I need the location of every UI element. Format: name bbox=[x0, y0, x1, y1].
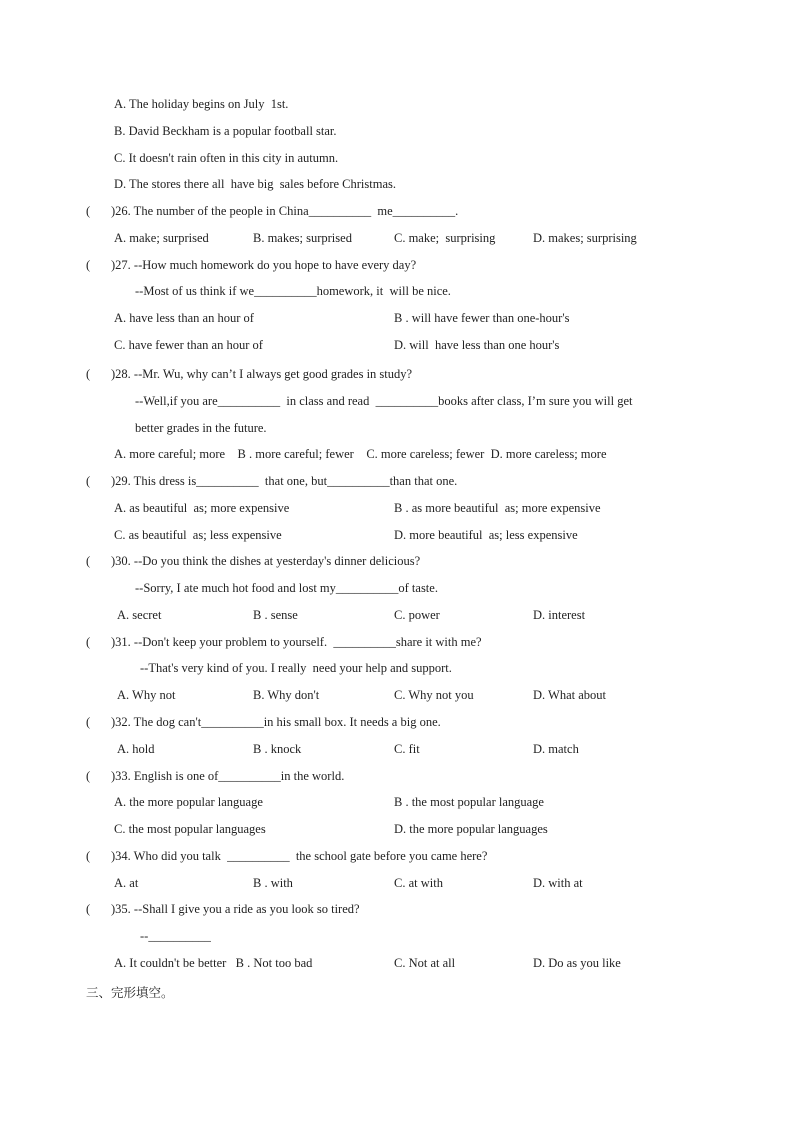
q32-option-a: A. hold bbox=[117, 742, 155, 756]
q31-option-d: D. What about bbox=[533, 688, 607, 702]
q27-option-d: D. will have less than one hour's bbox=[394, 338, 560, 352]
q29-stem: )29. This dress is__________ that one, but__________than that one. bbox=[111, 474, 458, 488]
q28-reply-line2: better grades in the future. bbox=[135, 421, 267, 435]
q33-option-b: B . the most popular language bbox=[394, 795, 544, 809]
q35-reply: --__________ bbox=[140, 929, 211, 943]
q30-option-a: A. secret bbox=[117, 608, 162, 622]
q29-option-d: D. more beautiful as; less expensive bbox=[394, 528, 578, 542]
q31-option-c: C. Why not you bbox=[394, 688, 474, 702]
q35-options-ab: A. It couldn't be better B . Not too bad bbox=[114, 956, 313, 970]
q28-answer-paren[interactable]: ( bbox=[86, 367, 91, 381]
q27-option-b: B . will have fewer than one-hour's bbox=[394, 311, 570, 325]
q35-option-c: C. Not at all bbox=[394, 956, 456, 970]
q27-answer-paren[interactable]: ( bbox=[86, 258, 91, 272]
q34-option-b: B . with bbox=[253, 876, 293, 890]
q32-option-b: B . knock bbox=[253, 742, 302, 756]
q26-stem: )26. The number of the people in China__________ me__________. bbox=[111, 204, 459, 218]
q30-option-c: C. power bbox=[394, 608, 440, 622]
q32-stem: )32. The dog can't__________in his small box. It needs a big one. bbox=[111, 715, 441, 729]
q31-stem: )31. --Don't keep your problem to yourself. __________share it with me? bbox=[111, 635, 482, 649]
q31-option-b: B. Why don't bbox=[253, 688, 320, 702]
q29-option-b: B . as more beautiful as; more expensive bbox=[394, 501, 601, 515]
q25-option-c: C. It doesn't rain often in this city in autumn. bbox=[114, 151, 339, 165]
q29-answer-paren[interactable]: ( bbox=[86, 474, 91, 488]
q34-answer-paren[interactable]: ( bbox=[86, 849, 91, 863]
q30-answer-paren[interactable]: ( bbox=[86, 554, 91, 568]
q34-stem: )34. Who did you talk __________ the school gate before you came here? bbox=[111, 849, 488, 863]
q26-option-c: C. make; surprising bbox=[394, 231, 496, 245]
q31-answer-paren[interactable]: ( bbox=[86, 635, 91, 649]
q33-answer-paren[interactable]: ( bbox=[86, 769, 91, 783]
q35-answer-paren[interactable]: ( bbox=[86, 902, 91, 916]
q30-option-d: D. interest bbox=[533, 608, 586, 622]
section-3-heading: 三、完形填空。 bbox=[86, 985, 174, 1000]
q34-option-a: A. at bbox=[114, 876, 139, 890]
q33-option-c: C. the most popular languages bbox=[114, 822, 266, 836]
q26-option-b: B. makes; surprised bbox=[253, 231, 352, 245]
q30-option-b: B . sense bbox=[253, 608, 298, 622]
q35-stem: )35. --Shall I give you a ride as you look so tired? bbox=[111, 902, 360, 916]
q30-reply: --Sorry, I ate much hot food and lost my__________of taste. bbox=[135, 581, 438, 595]
q28-options: A. more careful; more B . more careful; fewer C. more careless; fewer D. more careless; more bbox=[114, 447, 607, 461]
q32-option-d: D. match bbox=[533, 742, 579, 756]
q29-option-a: A. as beautiful as; more expensive bbox=[114, 501, 290, 515]
q29-option-c: C. as beautiful as; less expensive bbox=[114, 528, 282, 542]
q28-reply-line1: --Well,if you are__________ in class and read __________books after class, I’m sure you will get bbox=[135, 394, 633, 408]
q33-option-d: D. the more popular languages bbox=[394, 822, 548, 836]
q27-reply: --Most of us think if we__________homework, it will be nice. bbox=[135, 284, 451, 298]
q34-option-c: C. at with bbox=[394, 876, 443, 890]
q31-option-a: A. Why not bbox=[117, 688, 176, 702]
q28-stem: )28. --Mr. Wu, why can’t I always get good grades in study? bbox=[111, 367, 413, 381]
q27-stem: )27. --How much homework do you hope to have every day? bbox=[111, 258, 417, 272]
q26-option-a: A. make; surprised bbox=[114, 231, 209, 245]
q34-option-d: D. with at bbox=[533, 876, 583, 890]
q32-option-c: C. fit bbox=[394, 742, 420, 756]
q26-answer-paren[interactable]: ( bbox=[86, 204, 91, 218]
q25-option-d: D. The stores there all have big sales before Christmas. bbox=[114, 177, 396, 191]
q27-option-c: C. have fewer than an hour of bbox=[114, 338, 263, 352]
q32-answer-paren[interactable]: ( bbox=[86, 715, 91, 729]
q31-reply: --That's very kind of you. I really need your help and support. bbox=[140, 661, 452, 675]
q25-option-b: B. David Beckham is a popular football star. bbox=[114, 124, 337, 138]
q33-option-a: A. the more popular language bbox=[114, 795, 263, 809]
q30-stem: )30. --Do you think the dishes at yesterday's dinner delicious? bbox=[111, 554, 421, 568]
q33-stem: )33. English is one of__________in the world. bbox=[111, 769, 345, 783]
q35-option-d: D. Do as you like bbox=[533, 956, 621, 970]
q27-option-a: A. have less than an hour of bbox=[114, 311, 254, 325]
q26-option-d: D. makes; surprising bbox=[533, 231, 637, 245]
q25-option-a: A. The holiday begins on July 1st. bbox=[114, 97, 289, 111]
